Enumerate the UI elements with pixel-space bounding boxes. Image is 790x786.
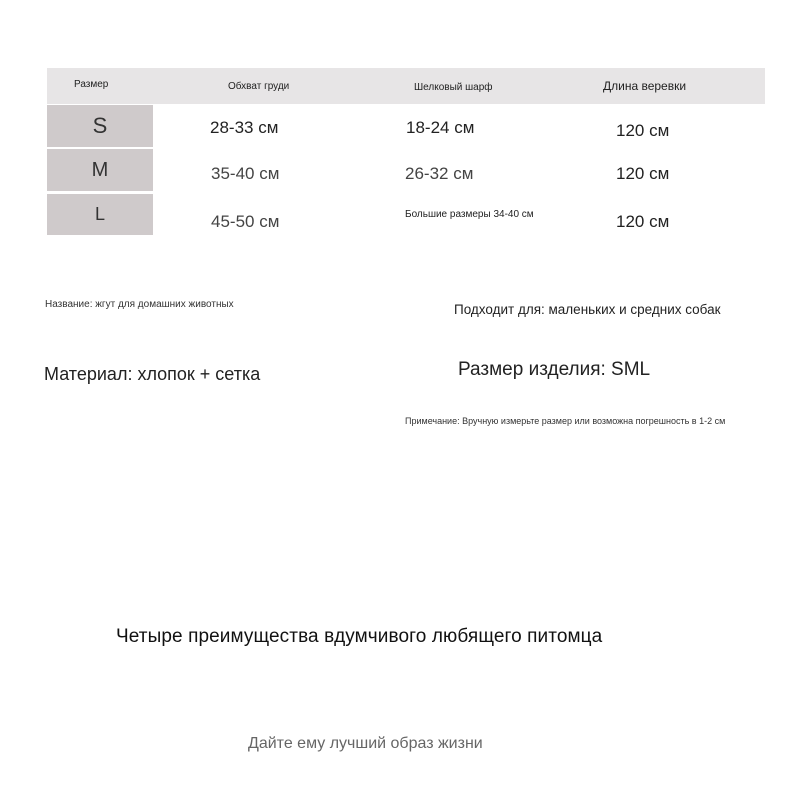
material: Материал: хлопок + сетка [44,364,261,384]
size-label: M [91,158,109,181]
rope-value: 120 см [616,212,670,231]
product-size: Размер изделия: SML [458,359,651,380]
header-chest: Обхват груди [228,81,290,92]
chest-value: 35-40 см [211,164,280,183]
size-label: S [92,113,108,138]
chest-value: 45-50 см [211,212,280,231]
size-box-l [47,194,153,235]
scarf-value: 18-24 см [406,118,475,137]
advantages-title: Четыре преимущества вдумчивого любящего питомца [116,626,603,647]
suitable-for: Подходит для: маленьких и средних собак [454,302,721,317]
rope-value: 120 см [616,164,670,183]
size-box-s [47,105,153,147]
scarf-value: 26-32 см [405,164,474,183]
size-box-m [47,149,153,191]
scarf-value: Большие размеры 34-40 см [405,209,534,220]
advantages-subtitle: Дайте ему лучший образ жизни [248,735,483,752]
header-rope: Длина веревки [603,79,687,93]
size-label: L [94,204,105,224]
header-scarf: Шелковый шарф [414,82,493,93]
measurement-note: Примечание: Вручную измерьте размер или возможна погрешность в 1-2 см [405,416,726,426]
product-name: Название: жгут для домашних животных [45,299,234,310]
header-size: Размер [74,79,109,90]
rope-value: 120 см [616,121,670,140]
chest-value: 28-33 см [210,118,279,137]
